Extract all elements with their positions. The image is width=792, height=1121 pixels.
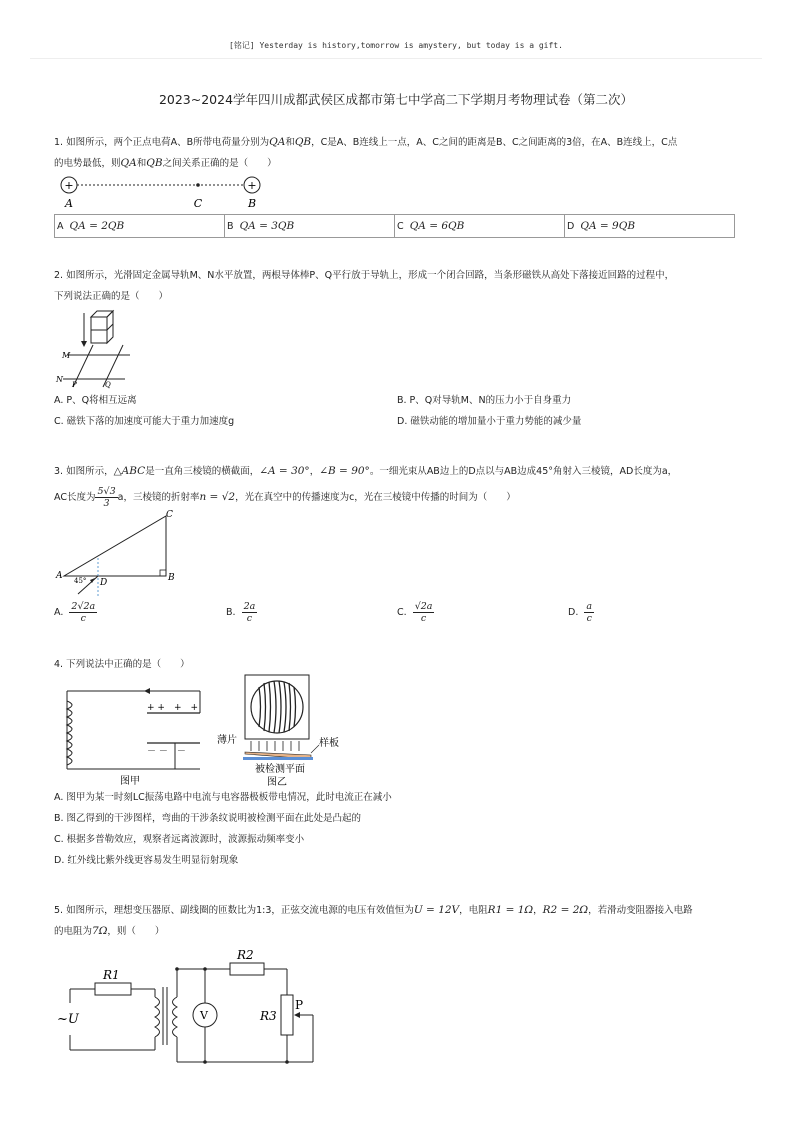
- label-45deg: 45°: [74, 577, 87, 585]
- fig2-caption: 图乙: [267, 777, 287, 788]
- q4-option-b[interactable]: B. 图乙得到的干涉图样，弯曲的干涉条纹说明被检测平面在此处是凸起的: [54, 813, 362, 824]
- resistor-r2: [230, 963, 264, 975]
- q1-stem-line2: 的电势最低，则QA和QB之间关系正确的是（ ）: [54, 157, 277, 169]
- label-a: A: [65, 197, 73, 210]
- inductor-coil: [67, 701, 72, 765]
- label-q: Q: [105, 381, 111, 389]
- q1-option-b[interactable]: B QA = 3QB: [225, 215, 395, 237]
- q1-qa: QA: [269, 136, 286, 148]
- svg-text:+: +: [64, 179, 74, 192]
- q1-qb: QB: [294, 136, 312, 148]
- fig2-film-label: 薄片: [217, 735, 237, 746]
- label-r2: R2: [237, 948, 254, 962]
- q5-figure-transformer-circuit: [55, 945, 325, 1070]
- label-c: C: [193, 197, 203, 210]
- q3-option-d[interactable]: D. $\frac{a}{c}$: [568, 601, 593, 624]
- q1-option-d[interactable]: D QA = 9QB: [567, 220, 636, 232]
- label-b: B: [168, 573, 175, 583]
- primary-coil: [155, 997, 160, 1037]
- q2-stem-line1: 2. 如图所示，光滑固定金属导轨M、N水平放置，两根导体棒P、Q平行放于导轨上，形成一个闭合回路，当条形磁铁从高处下落接近回路的过程中，: [54, 270, 675, 281]
- q2-option-c[interactable]: C. 磁铁下落的加速度可能大于重力加速度g: [54, 416, 235, 427]
- label-d: D: [100, 578, 108, 588]
- page-title: 2023~2024学年四川成都武侯区成都市第七中学高二下学期月考物理试卷（第二次）: [158, 92, 634, 107]
- label-p: P: [295, 998, 304, 1012]
- q4-fig2-interference: [215, 673, 345, 788]
- label-u: ~U: [57, 1012, 79, 1027]
- resistor-r1: [95, 983, 131, 995]
- label-c: C: [166, 510, 173, 520]
- label-a: A: [56, 571, 63, 581]
- prism-triangle: [64, 516, 166, 576]
- q3-option-a[interactable]: A. $\frac{2√2a}{c}$: [54, 601, 96, 624]
- q5-stem-line1: 5. 如图所示，理想变压器原、副线圈的匝数比为1:3，正弦交流电源的电压有效值恒为U = 12V，电阻R1 = 1Ω，R2 = 2Ω，若滑动变阻器接入电路: [54, 904, 693, 916]
- fig2-sample-label: 样板: [319, 738, 339, 749]
- label-r1: R1: [103, 968, 120, 982]
- q4-stem: 4. 下列说法中正确的是（ ）: [54, 659, 190, 670]
- q4-option-c[interactable]: C. 根据多普勒效应，观察者远离波源时，波源振动频率变小: [54, 834, 305, 845]
- page-header-motto: [铭记] Yesterday is history,tomorrow is amystery, but today is a gift.: [229, 41, 563, 50]
- label-n: N: [56, 375, 63, 384]
- q3-ac-fraction: $\frac{5√3}{3}$: [97, 486, 116, 509]
- svg-text:－ － －: － － －: [147, 747, 186, 757]
- label-v: V: [200, 1009, 208, 1022]
- q4-option-d[interactable]: D. 红外线比紫外线更容易发生明显衍射现象: [54, 855, 239, 866]
- label-p: P: [72, 381, 77, 389]
- q3-option-b[interactable]: B. $\frac{2a}{c}$: [226, 601, 256, 624]
- q2-stem-line2: 下列说法正确的是（ ）: [54, 291, 169, 302]
- q3-figure: [54, 506, 184, 598]
- q2-figure: [55, 305, 135, 390]
- fig1-caption: 图甲: [120, 776, 140, 787]
- q3-stem-line2: AC长度为 $\frac{5√3}{3}$ a，三棱镜的折射率n = √2，光在真空中的传播速度为c，光在三棱镜中传播的时间为（ ）: [54, 486, 516, 509]
- slider-p: [294, 1012, 300, 1018]
- q1-option-c[interactable]: C QA = 6QB: [395, 215, 565, 237]
- q4-option-a[interactable]: A. 图甲为某一时刻LC振荡电路中电流与电容器极板带电情况，此时电流正在减小: [54, 792, 392, 803]
- header-divider: [30, 58, 762, 59]
- q5-stem-line2: 的电阻为7Ω，则（ ）: [54, 925, 165, 937]
- secondary-coil: [173, 997, 178, 1037]
- label-b: B: [247, 197, 257, 210]
- svg-text:+ + + +: + + + +: [147, 703, 199, 713]
- q1-stem-line1: 1. 如图所示，两个正点电荷A、B所带电荷量分别为QA和QB，C是A、B连线上一点，A、C之间的距离是B、C之间距离的3倍，在A、B连线上，C点: [54, 136, 678, 148]
- q1-options-table: [54, 214, 735, 238]
- q2-option-b[interactable]: B. P、Q对导轨M、N的压力小于自身重力: [397, 395, 572, 406]
- q2-option-d[interactable]: D. 磁铁动能的增加量小于重力势能的减少量: [397, 416, 582, 427]
- q1-option-a[interactable]: A QA = 2QB: [55, 215, 225, 237]
- q4-fig1-lc-circuit: [55, 683, 205, 788]
- point-c: [196, 183, 200, 187]
- current-arrow: [144, 688, 150, 694]
- rheostat-r3: [281, 995, 293, 1035]
- test-plane: [243, 757, 313, 760]
- svg-text:+: +: [247, 179, 257, 192]
- fig2-plane-label: 被检测平面: [255, 764, 305, 775]
- label-r3: R3: [260, 1009, 277, 1023]
- q3-stem-line1: 3. 如图所示，△ABC是一直角三棱镜的横截面，∠A = 30°，∠B = 90°。一细光束从AB边上的D点以与AB边成45°角射入三棱镜，AD长度为a，: [54, 465, 678, 477]
- q1-figure: [55, 174, 275, 210]
- q3-option-c[interactable]: C. $\frac{√2a}{c}$: [397, 601, 433, 624]
- label-m: M: [62, 351, 71, 360]
- q2-option-a[interactable]: A. P、Q将相互远离: [54, 395, 137, 406]
